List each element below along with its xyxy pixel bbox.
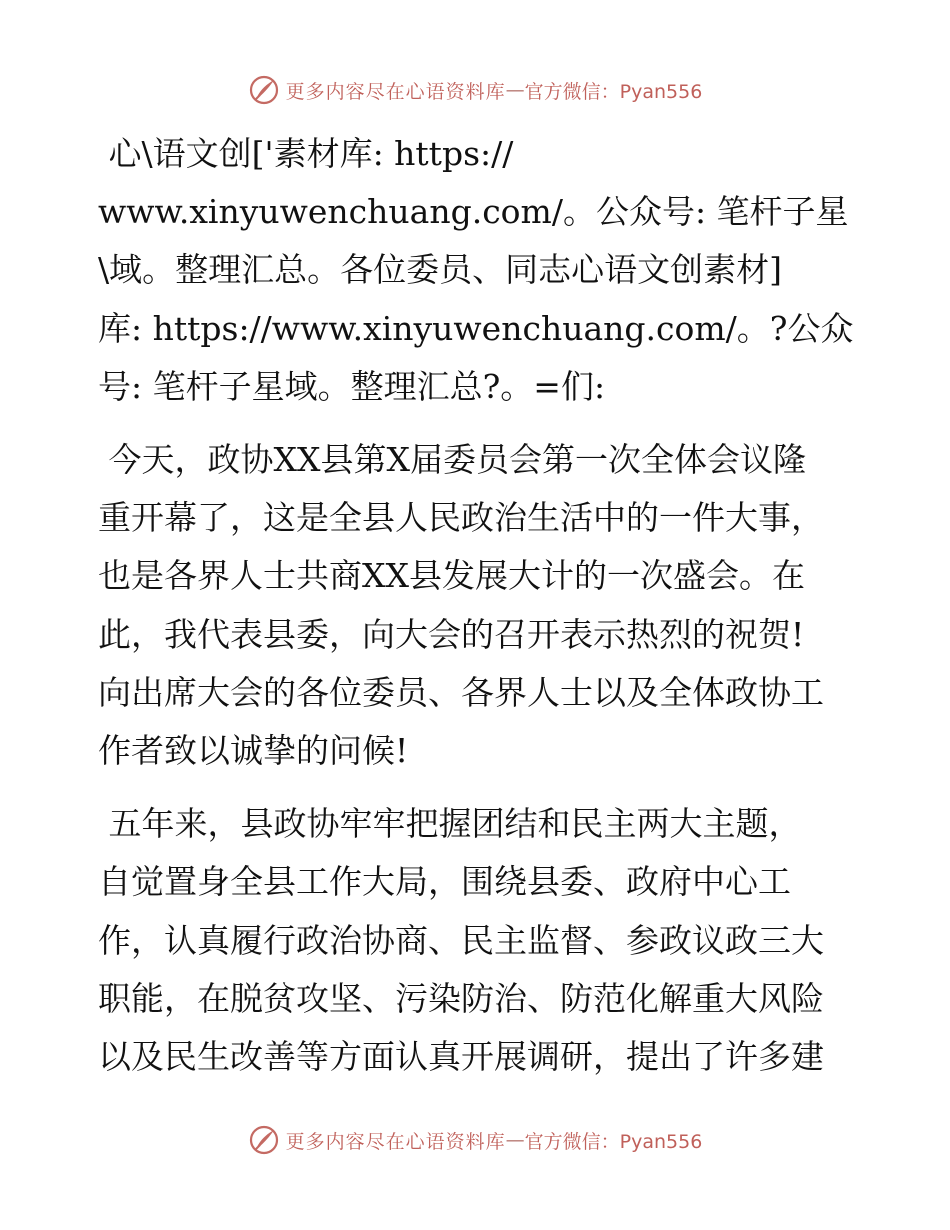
watermark-brand-text: 更多内容尽在心语资料库: [285, 1130, 506, 1153]
watermark-contact-text: 官方微信：Pyan556: [524, 1130, 703, 1153]
watermark-contact-text: 官方微信：Pyan556: [524, 80, 703, 103]
paragraph-3: 五年来，县政协牢牢把握团结和民主两大主题， 自觉置身全县工作大局，围绕县委、政府中心工 作，认真履行政治协商、民主监督、参政议政三大 职能，在脱贫攻坚、污染防治、防范化解重大风险 以及民生改善等方面认真开展调研，提出了许多建: [98, 804, 824, 1077]
header-watermark-banner: [0, 72, 950, 108]
watermark-separator: —: [505, 79, 525, 101]
paragraph-2: 今天，政协XX县第X届委员会第一次全体会议隆 重开幕了，这是全县人民政治生活中的一件大事， 也是各界人士共商XX县发展大计的一次盛会。在 此，我代表县委，向大会的召开表示热烈的祝贺! 向出席大会的各位委员、各界人士以及全体政协工 作者致以诚挚的问候!: [98, 440, 824, 771]
paragraph-1: 心\语文创['素材库: https:// www.xinyuwenchuang.com/。公众号: 笔杆子星 \域。整理汇总。各位委员、同志心语文创素材] 库: https://www.xinyuwenchuang.com/。?公众 号: 笔杆子星域。整理汇总?。=们:: [98, 134, 854, 406]
document-body: [98, 125, 858, 1086]
watermark-brand-text: 更多内容尽在心语资料库: [285, 80, 506, 103]
watermark-separator: —: [505, 1129, 525, 1151]
footer-watermark-banner: [0, 1122, 950, 1158]
quill-logo-icon: [248, 74, 280, 106]
quill-logo-icon: [248, 1124, 280, 1156]
